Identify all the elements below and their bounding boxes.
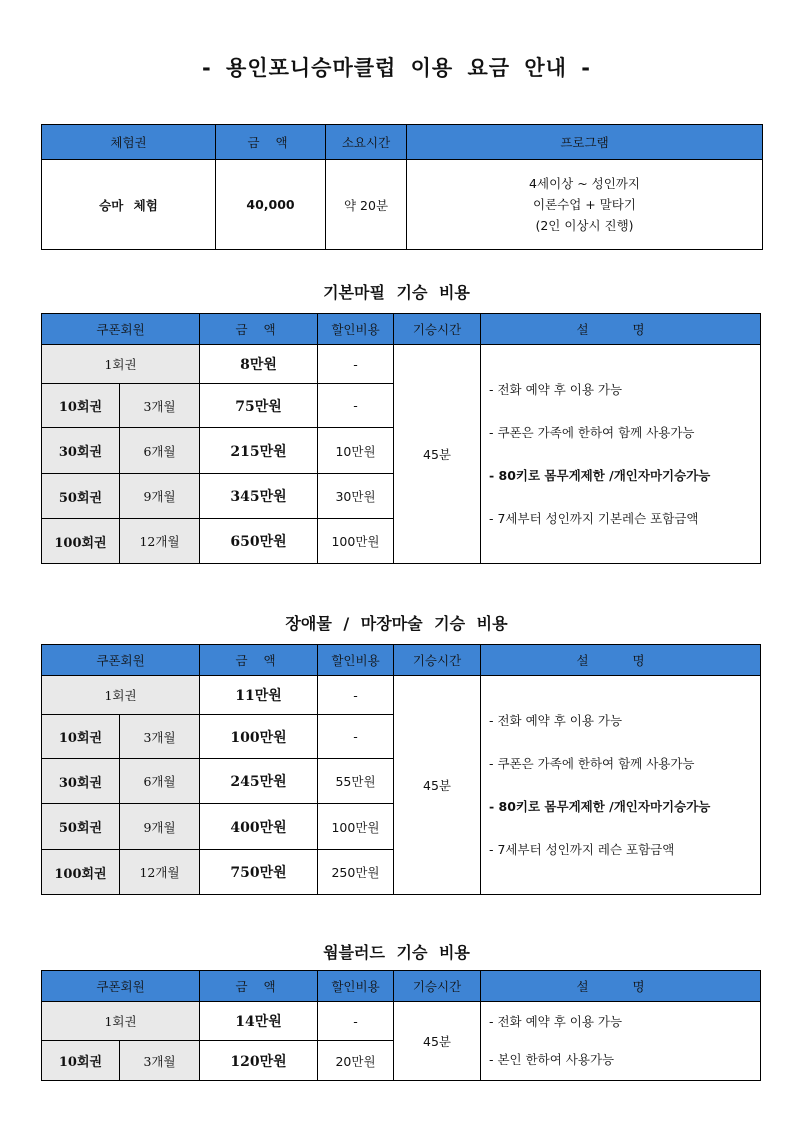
header-coupon: 쿠폰회원	[42, 971, 200, 1002]
coupon-discount: 250만원	[318, 850, 394, 895]
note: - 80키로 몸무게제한 /개인자마기승가능	[489, 799, 711, 814]
header-coupon: 쿠폰회원	[42, 314, 200, 345]
trial-header-duration: 소요시간	[326, 125, 407, 160]
trial-header-price: 금 액	[216, 125, 326, 160]
coupon-period: 9개월	[120, 474, 200, 519]
coupon-discount: 55만원	[318, 759, 394, 804]
header-discount: 할인비용	[318, 314, 394, 345]
coupon-count: 10회권	[42, 715, 120, 759]
note: - 전화 예약 후 이용 가능	[489, 713, 623, 728]
description-cell	[481, 345, 761, 564]
page-title: - 용인포니승마클럽 이용 요금 안내 -	[202, 56, 591, 80]
note: - 7세부터 성인까지 레슨 포함금액	[489, 842, 675, 857]
coupon-price: 400만원	[200, 804, 318, 850]
coupon-period: 9개월	[120, 804, 200, 850]
trial-program	[407, 160, 763, 250]
coupon-period: 12개월	[120, 519, 200, 564]
header-description: 설 명	[481, 645, 761, 676]
single-ticket-price: 11만원	[200, 676, 318, 715]
header-time: 기승시간	[394, 645, 481, 676]
section-title-basic: 기본마필 기승 비용	[323, 283, 470, 302]
single-ticket-label: 1회권	[42, 1002, 200, 1041]
coupon-period: 3개월	[120, 715, 200, 759]
coupon-price: 215만원	[200, 428, 318, 474]
description-cell	[481, 1002, 761, 1081]
coupon-period: 6개월	[120, 428, 200, 474]
price-table-jumping	[41, 644, 761, 895]
coupon-discount: 10만원	[318, 428, 394, 474]
coupon-price: 120만원	[200, 1041, 318, 1081]
trial-name: 승마 체험	[42, 160, 216, 250]
coupon-price: 245만원	[200, 759, 318, 804]
note: - 전화 예약 후 이용 가능	[489, 1014, 623, 1029]
note: - 80키로 몸무게제한 /개인자마기승가능	[489, 468, 711, 483]
header-discount: 할인비용	[318, 645, 394, 676]
coupon-discount: -	[318, 715, 394, 759]
trial-header-ticket: 체험권	[42, 125, 216, 160]
header-description: 설 명	[481, 314, 761, 345]
note: - 7세부터 성인까지 기본레슨 포함금액	[489, 511, 699, 526]
coupon-count: 100회권	[42, 850, 120, 895]
header-time: 기승시간	[394, 314, 481, 345]
trial-program-line: 4세이상 ~ 성인까지	[529, 176, 640, 191]
note: - 전화 예약 후 이용 가능	[489, 382, 623, 397]
coupon-period: 12개월	[120, 850, 200, 895]
description-cell	[481, 676, 761, 895]
note: - 쿠폰은 가족에 한하여 함께 사용가능	[489, 756, 695, 771]
single-ticket-discount: -	[318, 676, 394, 715]
trial-price: 40,000	[216, 160, 326, 250]
riding-time: 45분	[394, 676, 481, 895]
header-time: 기승시간	[394, 971, 481, 1002]
riding-time: 45분	[394, 345, 481, 564]
header-coupon: 쿠폰회원	[42, 645, 200, 676]
coupon-count: 50회권	[42, 804, 120, 850]
coupon-discount: 100만원	[318, 804, 394, 850]
price-table-basic	[41, 313, 761, 564]
section-title-warmblood: 웜블러드 기승 비용	[323, 943, 470, 962]
trial-program-line: 이론수업 + 말타기	[533, 197, 636, 212]
header-price: 금 액	[200, 971, 318, 1002]
header-discount: 할인비용	[318, 971, 394, 1002]
single-ticket-label: 1회권	[42, 345, 200, 384]
note: - 쿠폰은 가족에 한하여 함께 사용가능	[489, 425, 695, 440]
header-price: 금 액	[200, 314, 318, 345]
coupon-discount: -	[318, 384, 394, 428]
trial-program-line: (2인 이상시 진행)	[535, 218, 634, 233]
coupon-period: 3개월	[120, 384, 200, 428]
single-ticket-discount: -	[318, 1002, 394, 1041]
price-table-warmblood	[41, 970, 761, 1081]
coupon-period: 3개월	[120, 1041, 200, 1081]
coupon-price: 750만원	[200, 850, 318, 895]
coupon-count: 10회권	[42, 384, 120, 428]
trial-table	[41, 124, 763, 250]
single-ticket-label: 1회권	[42, 676, 200, 715]
coupon-count: 100회권	[42, 519, 120, 564]
single-ticket-discount: -	[318, 345, 394, 384]
trial-duration: 약 20분	[326, 160, 407, 250]
header-description: 설 명	[481, 971, 761, 1002]
note: - 본인 한하여 사용가능	[489, 1052, 615, 1067]
coupon-count: 10회권	[42, 1041, 120, 1081]
header-price: 금 액	[200, 645, 318, 676]
coupon-price: 650만원	[200, 519, 318, 564]
coupon-discount: 20만원	[318, 1041, 394, 1081]
coupon-count: 50회권	[42, 474, 120, 519]
coupon-price: 100만원	[200, 715, 318, 759]
single-ticket-price: 8만원	[200, 345, 318, 384]
coupon-discount: 30만원	[318, 474, 394, 519]
coupon-count: 30회권	[42, 428, 120, 474]
coupon-count: 30회권	[42, 759, 120, 804]
coupon-period: 6개월	[120, 759, 200, 804]
coupon-discount: 100만원	[318, 519, 394, 564]
section-title-jumping: 장애물 / 마장마술 기승 비용	[285, 614, 508, 633]
single-ticket-price: 14만원	[200, 1002, 318, 1041]
riding-time: 45분	[394, 1002, 481, 1081]
trial-header-program: 프로그램	[407, 125, 763, 160]
coupon-price: 75만원	[200, 384, 318, 428]
coupon-price: 345만원	[200, 474, 318, 519]
